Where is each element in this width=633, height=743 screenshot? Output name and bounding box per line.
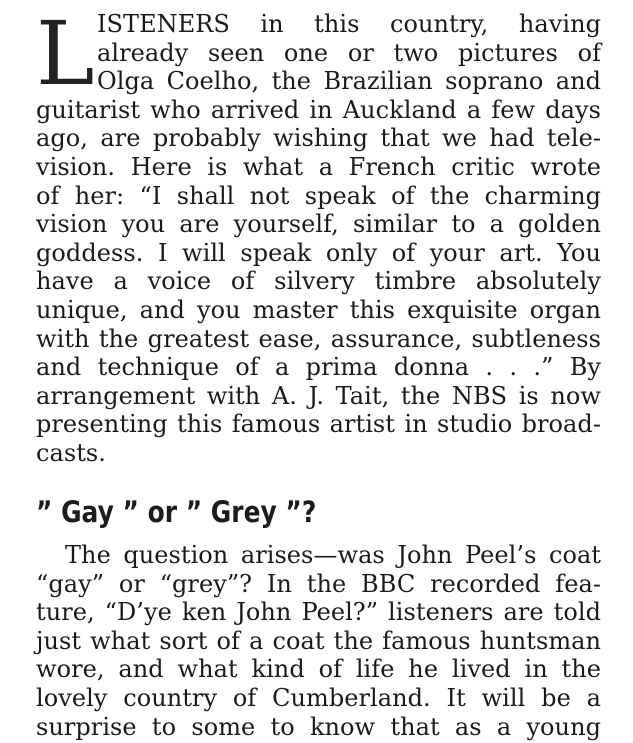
paragraph-line: and technique of a prima donna . . .” By [36,353,601,382]
paragraph-line: goddess. I will speak only of your art. You [36,238,601,267]
paragraph-line: wore, and what kind of life he lived in the [36,655,601,684]
drop-cap: L [36,2,95,105]
paragraph-line: “gay” or “grey”? In the BBC recorded fea- [36,569,601,598]
paragraph-line: vision you are yourself, similar to a golden [36,210,601,239]
paragraph-line: have a voice of silvery timbre absolutely [36,267,601,296]
paragraph-line: just what sort of a coat the famous huntsman [36,626,601,655]
paragraph-line: arrangement with A. J. Tait, the NBS is now [36,381,601,410]
intro-paragraph [36,2,601,468]
paragraph-line: vision. Here is what a French critic wrote [36,152,601,181]
paragraph-line: guitarist who arrived in Auckland a few days [36,95,601,124]
paragraph-line: Olga Coelho, the Brazilian soprano and [97,67,601,96]
paragraph-line: with the greatest ease, assurance, subtleness [36,324,601,353]
section-heading: ” Gay ” or ” Grey ”? [36,495,317,529]
paragraph-line: of her: “I shall not speak of the charming [36,181,601,210]
paragraph-line: lovely country of Cumberland. It will be a [36,683,601,712]
paragraph-line: presenting this famous artist in studio broad- [36,410,601,439]
paragraph-line: The question arises—was John Peel’s coat [65,541,601,569]
paragraph-line: ture, “D’ye ken John Peel?” listeners are told [36,598,601,627]
paragraph-line: surprise to some to know that as a young [36,712,601,741]
paragraph-line: ago, are probably wishing that we had tele- [36,124,601,153]
paragraph-line: unique, and you master this exquisite organ [36,295,601,324]
paragraph-line: ISTENERS in this country, having [97,10,601,38]
body-paragraph [36,541,601,741]
paragraph-line: casts. [36,438,106,467]
paragraph-line: already seen one or two pictures of [97,38,601,67]
